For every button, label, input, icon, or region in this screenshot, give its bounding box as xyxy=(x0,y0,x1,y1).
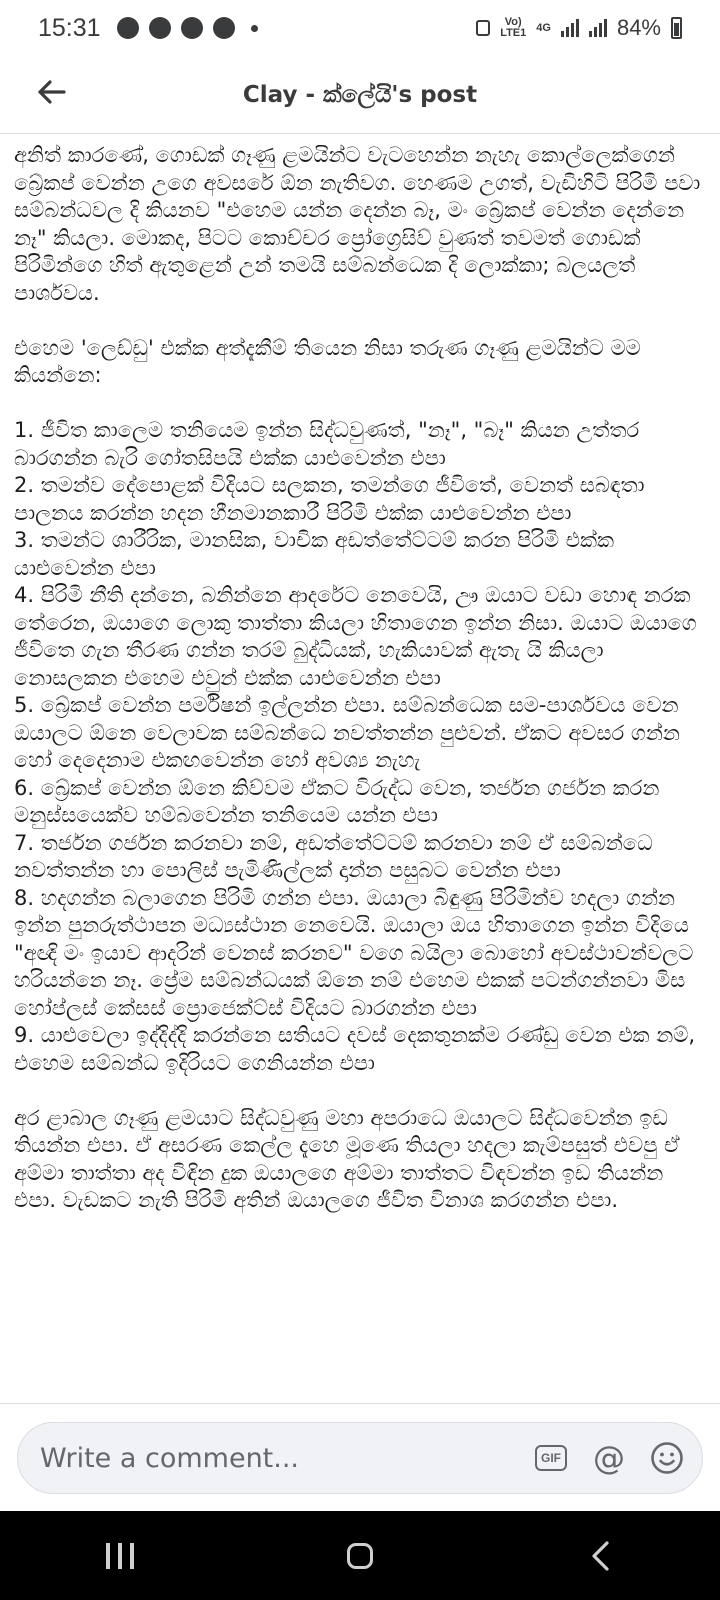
gif-icon: GIF xyxy=(535,1445,567,1471)
status-right xyxy=(476,15,682,41)
volte-top: Vo) xyxy=(504,16,522,28)
signal-strength-icon xyxy=(561,19,579,37)
home-button[interactable] xyxy=(320,1526,400,1586)
list-item: 6. බ්‍රේකප් වෙන්න ඕනෙ කිව්වම ඒකට විරුද්ධ වෙන, තර්ජන ගර්ජන කරන මනුස්සයෙක්ව හම්බවෙන්න තනියෙම යන්න එපා xyxy=(14,775,660,827)
battery-percent: 84% xyxy=(616,15,661,40)
list-item: 2. තමන්ව දේපොළක් විදියට සලකන, තමන්ගෙ ජීවිතේ, වෙනත් සබඳතා පාලනය කරන්න හදන හීනමානකාරී පිරිමි එක්ක යාළුවෙන්න එපා xyxy=(14,473,645,525)
back-button[interactable] xyxy=(30,70,74,114)
recent-apps-icon xyxy=(106,1543,134,1569)
network-gen: 4G xyxy=(536,21,551,34)
list-item: 9. යාළුවෙලා ඉද්දිද්දි කරන්නෙ සතියට දවස් දෙකතුනක්ම රණ්ඩු වෙන එක නම්, එහෙම සම්බන්ධ ඉදිරියට ගෙනියන්න එපා xyxy=(14,1023,696,1075)
gif-button[interactable] xyxy=(534,1441,568,1475)
list-item: 3. තමන්ට ශාරීරික, මානසික, වාචික අඩත්තේට්ටම් කරන පිරිමි එක්ක යාළුවෙන්න එපා xyxy=(14,528,615,580)
mention-button[interactable] xyxy=(592,1441,626,1475)
list-item: 1. ජීවිත කාලෙම තනියෙම ඉන්න සිද්ධවුණත්, "නෑ", "බෑ" කියන උත්තර බාරගන්න බැරි ගෝතසිපයි එක්ක යාළුවෙන්න එපා xyxy=(14,418,640,470)
arrow-left-icon xyxy=(38,80,66,104)
post-paragraph-2: එහෙම 'ලෙඩ්ඩු' එක්ක අත්දැකීම් තියෙන නිසා තරුණ ගෑණු ළමයින්ට මම කියන්නෙ: xyxy=(14,335,641,387)
chevron-left-icon xyxy=(589,1540,611,1572)
system-nav-bar xyxy=(0,1511,720,1600)
volte-indicator xyxy=(500,17,526,39)
system-back-button[interactable] xyxy=(560,1526,640,1586)
post-body[interactable] xyxy=(14,142,706,1402)
status-time: 15:31 xyxy=(38,13,101,42)
chat-bubble-icon xyxy=(149,17,171,39)
signal-strength-icon-2 xyxy=(589,19,607,37)
post-paragraph-1: අනිත් කාරණේ, ගොඩක් ගෑණු ළමයින්ට වැටහෙන්න නැහැ කොල්ලෙක්ගෙන් බ්‍රේකප් වෙන්න උගෙ අවසරේ ඕන නැතිවග. හෙණම උගත්, වැඩිහිටි පිරිමි පවා සම්බන්ධවල දි කියනව "එහෙම යන්න දෙන්න බෑ, මං බ්‍රේකප් වෙන්න දෙන්නෙ නෑ" කියලා. මොකද, පිටට කොච්චර ප්‍රෝග්‍රෙසිව් වුණත් තවමත් ගොඩක් පිරිමින්ගෙ හිත් ඇතුළෙන් උන් තමයි සම්බන්ධෙක දි ලොක්කා; බලයලත් පාර්ශවය. xyxy=(14,143,701,305)
home-icon xyxy=(347,1543,373,1569)
list-item: 5. බ්‍රේකප් වෙන්න පර්මිෂන් ඉල්ලන්න එපා. සම්බන්ධෙක සම-පාර්ශවය වෙන ඔයාලට ඕනෙ වෙලාවක සම්බන්ධෙ නවත්තන්න පුළුවන්. ඒකට අවසර ගන්න හෝ දෙදෙනාම එකඟවෙන්න හෝ අවශ්‍ය නැහැ xyxy=(14,693,680,772)
comment-composer xyxy=(0,1403,720,1512)
alarm-lock-icon xyxy=(476,20,490,36)
advice-list xyxy=(14,417,706,1077)
list-item: 7. තර්ජන ගර්ජන කරනවා නම්, අඩත්තේට්ටම් කරනවා නම් ඒ සම්බන්ධෙ නවත්තන්න හා පොලිස් පැමිණිල්ලක් දාන්න පසුබට වෙන්න එපා xyxy=(14,830,653,882)
comment-box[interactable] xyxy=(17,1422,703,1494)
status-left xyxy=(38,14,258,43)
volte-bottom: LTE1 xyxy=(500,27,527,39)
at-icon: @ xyxy=(593,1439,625,1477)
emoji-button[interactable] xyxy=(650,1441,684,1475)
status-bar xyxy=(0,0,720,56)
list-item: 8. හදගන්න බලාගෙන පිරිමි ගන්න එපා. ඔයාලා බිඳුණු පිරිමින්ව හදලා ගන්න ඉන්න පුනරුත්ථාපන මධ්‍යස්ථාන නෙවෙයි. ඔයාලා ඔය හිතාගෙන ඉන්න විදියෙ "අඥි මං ඉයාව ආදරින් වෙනස් කරනව" වගෙ බයිලා බොහෝ අවස්ථාවන්වලට හරියන්නෙ නෑ. ප්‍රේම සම්බන්ධයක් ඕනෙ නම් එහෙම එකක් පටන්ගන්නවා මිස හෝප්ලස් කේසස් ප්‍රොජෙක්ට්ස් විදියට බාරගන්න එපා xyxy=(14,885,694,1020)
messenger-icon-2 xyxy=(213,17,235,39)
post-header xyxy=(0,56,720,134)
page-title: Clay - ක්ලේයි's post xyxy=(242,81,478,108)
comment-input[interactable] xyxy=(38,1442,510,1475)
whatsapp-icon xyxy=(117,17,139,39)
post-paragraph-3: අර ළාබාල ගෑණු ළමයාට සිද්ධවුණු මහා අපරාධෙ ඔයාලට සිද්ධවෙන්න ඉඩ තියන්න එපා. ඒ අසරණ කෙල්ල දැහෙ මූණෙ තියලා හදලා කැම්පසුත් එවපු ඒ අම්මා තාත්තා අද විඳින දුක ඔයාලගෙ අම්මා තාත්තට විඳවන්න ඉඩ තියන්න එපා. වැඩකට නැති පිරිමි අතින් ඔයාලගෙ ජීවිත විනාශ කරගන්න එපා. xyxy=(14,1105,680,1212)
recent-apps-button[interactable] xyxy=(80,1526,160,1586)
messenger-icon xyxy=(181,17,203,39)
more-notifications-dot-icon xyxy=(251,25,258,32)
list-item: 4. පිරිමි නීති දන්නෙ, බනින්නෙ ආදරේට නෙවෙයි, ඌ ඔයාට වඩා හොඳ නරක තේරෙන, ඔයාගෙ ලොකු තාත්තා කියලා හිතාගෙන ඉන්න නිසා. ඔයාට ඔයාගෙ ජීවිතෙ ගැන තීරණ ගන්න තරම් බුද්ධියක්, හැකියාවක් ඇතැ යි කියලා නොසලකන එහෙම එවුන් එක්ක යාළුවෙන්න එපා xyxy=(14,583,697,690)
smiley-icon xyxy=(650,1441,684,1475)
battery-icon xyxy=(671,17,682,39)
